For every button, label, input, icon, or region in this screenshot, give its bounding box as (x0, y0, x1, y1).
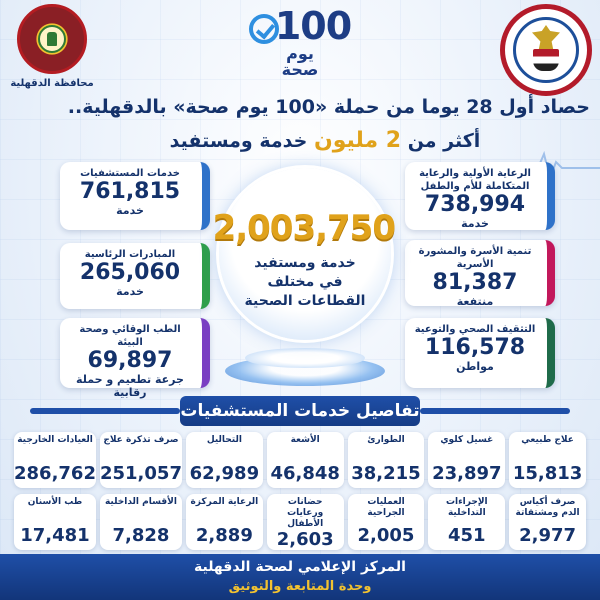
card-unit: مواطن (456, 360, 494, 373)
stat-value: 2,889 (195, 525, 253, 546)
stat-tile (428, 494, 505, 550)
governorate-label: محافظة الدقهلية (10, 78, 94, 89)
stat-value: 62,989 (189, 463, 260, 484)
center-total-panel (212, 168, 395, 390)
stat-label: حضانات ورعايات الأطفال (287, 497, 324, 529)
stat-tile (509, 494, 586, 550)
subline-highlight: 2 مليون (313, 128, 402, 153)
stat-tile (14, 432, 96, 488)
footer-line2: وحدة المتابعة والتوثيق (228, 579, 372, 594)
card-unit: خدمة (116, 204, 144, 217)
stat-label: صرف أكياس الدم ومشتقاتة (515, 497, 580, 518)
caption-line1: خدمة ومستفيد (254, 255, 356, 271)
governorate-logo (8, 4, 96, 89)
subline (130, 128, 520, 153)
stat-label: الإجراءات التداخلية (445, 497, 488, 518)
checkmark-icon (249, 14, 279, 44)
card-unit: خدمة (461, 217, 489, 230)
card-title: التثقيف الصحي والتوعية (414, 324, 536, 335)
headline: حصاد أول 28 يوما من حملة «100 يوم صحة» بالدقهلية.. (67, 96, 590, 118)
stat-tile (100, 494, 182, 550)
card-family-development (405, 240, 555, 306)
caption-line2: في مختلف (267, 274, 343, 290)
card-unit: خدمة (116, 285, 144, 298)
card-value: 116,578 (424, 335, 526, 360)
caption-line3: القطاعات الصحية (244, 293, 366, 309)
stat-label: العيادات الخارجية (17, 435, 93, 445)
stat-tile (267, 494, 344, 550)
stat-tile (509, 432, 586, 488)
footer-banner (0, 554, 600, 600)
stat-value: 2,603 (276, 529, 334, 550)
card-value: 265,060 (79, 260, 181, 285)
stat-tile (428, 432, 505, 488)
card-value: 738,994 (424, 192, 526, 217)
stat-tile (186, 494, 263, 550)
card-title: الرعاية الأولية والرعاية المتكاملة للأم والطفل (419, 168, 531, 192)
card-value: 81,387 (432, 270, 518, 295)
stat-label: الأقسام الداخلية (104, 497, 177, 507)
campaign-brand (240, 6, 360, 78)
stat-label: الطوارئ (367, 435, 405, 445)
stat-label: العمليات الجراحية (367, 497, 405, 518)
stat-label: الأشعة (290, 435, 320, 445)
stat-value: 2,005 (357, 525, 415, 546)
stat-label: غسيل كلوي (440, 435, 494, 445)
flag-shield-icon (533, 49, 559, 71)
ministry-seal-icon (500, 4, 592, 96)
stat-value: 17,481 (20, 525, 90, 546)
stat-tile (14, 494, 96, 550)
stat-value: 2,977 (519, 525, 577, 546)
campaign-brand-number: 100 (240, 6, 360, 46)
stat-tile (186, 432, 263, 488)
subline-suffix: خدمة ومستفيد (169, 130, 308, 152)
card-title: الطب الوقائي وصحة البيئة (79, 324, 181, 348)
ministry-logo (496, 4, 592, 100)
pedestal-top (245, 348, 365, 368)
total-services-caption (215, 254, 395, 311)
card-preventive-medicine (60, 318, 210, 399)
card-primary-care (405, 162, 555, 230)
stat-label: الرعاية المركزة (190, 497, 259, 507)
card-title: المبادرات الرئاسية (84, 249, 176, 260)
stat-value: 46,848 (270, 463, 340, 484)
stat-label: علاج طبيعي (521, 435, 574, 445)
card-value: 69,897 (87, 348, 173, 373)
subline-prefix: أكثر من (407, 130, 481, 152)
stat-tile (348, 494, 425, 550)
stat-value: 15,813 (512, 463, 583, 484)
card-title: خدمات المستشفيات (80, 168, 180, 179)
stat-value: 286,762 (14, 463, 96, 484)
hospital-details-grid (14, 432, 586, 550)
stat-value: 7,828 (112, 525, 170, 546)
stat-tile (100, 432, 182, 488)
card-presidential-initiatives (60, 243, 210, 309)
stat-value: 38,215 (351, 463, 421, 484)
campaign-brand-line1: يوم (286, 44, 314, 63)
stat-tile (267, 432, 344, 488)
stat-label: طب الأسنان (27, 497, 83, 507)
stat-value: 451 (448, 525, 486, 546)
footer-line1: المركز الإعلامي لصحة الدقهلية (194, 559, 406, 575)
governorate-seal-icon (17, 4, 87, 74)
card-hospital-services (60, 162, 210, 230)
card-health-education (405, 318, 555, 388)
campaign-brand-line2: صحة (281, 60, 319, 79)
stat-label: التحاليل (206, 435, 242, 445)
total-services-value: 2,003,750 (212, 208, 395, 248)
stat-value: 23,897 (432, 463, 502, 484)
card-title: تنمية الأسرة والمشورة الأسرية (418, 246, 532, 270)
card-unit: جرعة تطعيم و حملة رقابية (76, 373, 184, 399)
hospital-details-banner: تفاصيل خدمات المستشفيات (180, 396, 420, 426)
card-unit: منتفعة (456, 295, 494, 308)
stat-tile (348, 432, 425, 488)
stat-value: 251,057 (99, 463, 182, 484)
card-value: 761,815 (79, 179, 181, 204)
stat-label: صرف تذكرة علاج (103, 435, 179, 445)
